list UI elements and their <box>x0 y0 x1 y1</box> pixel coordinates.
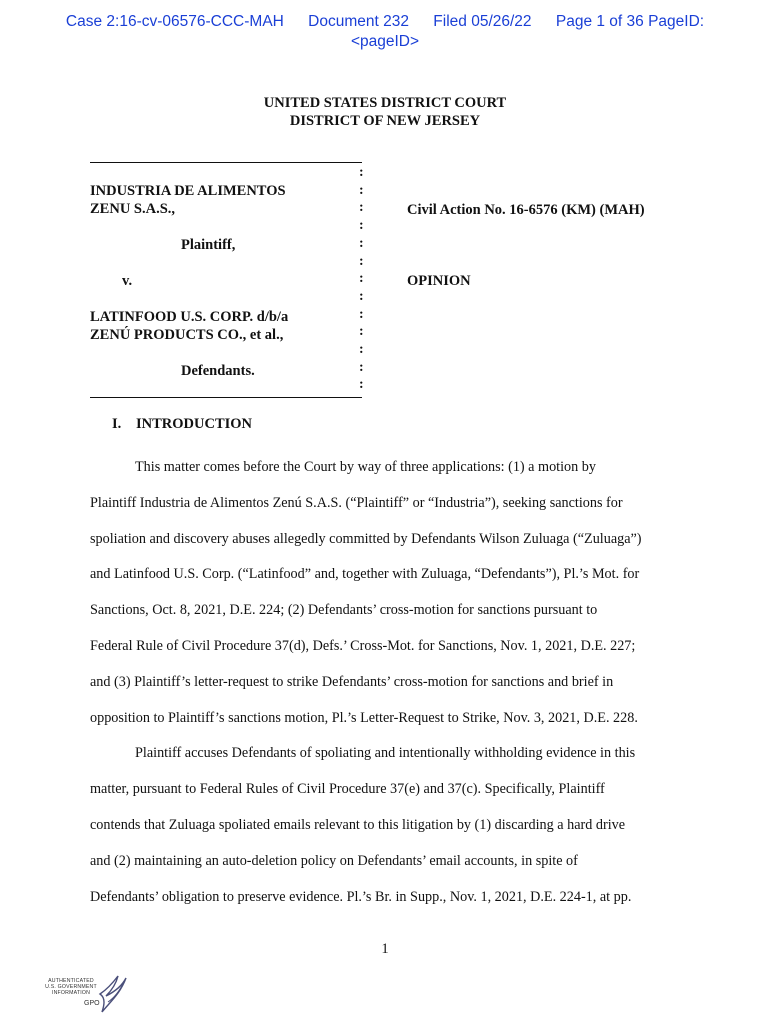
gpo-seal-text <box>40 978 102 996</box>
gpo-seal <box>40 972 140 1016</box>
gpo-seal-line-3: INFORMATION <box>51 990 91 996</box>
court-line-1: UNITED STATES DISTRICT COURT <box>263 95 507 111</box>
paragraph-line: spoliation and discovery abuses allegedly committed by Defendants Wilson Zuluaga (“Zuluaga”) <box>90 530 642 547</box>
section-heading <box>112 415 252 433</box>
paragraph-line: Sanctions, Oct. 8, 2021, D.E. 224; (2) Defendants’ cross-motion for sanctions pursuant to <box>90 602 598 619</box>
paragraph-1 <box>90 450 690 736</box>
paragraph-line: matter, pursuant to Federal Rules of Civil Procedure 37(e) and 37(c). Specifically, Plaintiff <box>90 781 605 798</box>
paragraph-line: and (2) maintaining an auto-deletion policy on Defendants’ email accounts, in spite of <box>90 852 578 869</box>
eagle-icon <box>96 972 130 1016</box>
defendant-role: Defendants. <box>181 363 255 379</box>
document-type: OPINION <box>407 273 471 289</box>
defendant-name <box>90 308 288 344</box>
paragraph-line: Defendants’ obligation to preserve evidence. Pl.’s Br. in Supp., Nov. 1, 2021, D.E. 224-1, at pp. <box>90 888 632 905</box>
caption-colons: : : : : : : : : : : : : : <box>359 165 364 393</box>
page-count: Page 1 of 36 PageID: <box>555 13 705 30</box>
case-header <box>0 12 770 52</box>
document-number: Document 232 <box>308 13 409 30</box>
section-number: I. <box>112 416 122 432</box>
header-line-1 <box>0 12 770 32</box>
plaintiff-name <box>90 182 286 218</box>
plaintiff-name-line-1: INDUSTRIA DE ALIMENTOS <box>90 183 286 199</box>
paragraph-line: Plaintiff Industria de Alimentos Zenú S.A.S. (“Plaintiff” or “Industria”), seeking sanctions for <box>90 494 623 511</box>
paragraph-line: Federal Rule of Civil Procedure 37(d), Defs.’ Cross-Mot. for Sanctions, Nov. 1, 2021, D.E. 227; <box>90 637 636 654</box>
paragraph-line: and Latinfood U.S. Corp. (“Latinfood” and, together with Zuluaga, “Defendants”), Pl.’s Mot. for <box>90 566 640 583</box>
paragraph-line: Plaintiff accuses Defendants of spoliating and intentionally withholding evidence in this <box>135 745 636 762</box>
court-name <box>0 94 770 130</box>
court-line-2: DISTRICT OF NEW JERSEY <box>289 113 481 129</box>
paragraph-2 <box>90 736 690 915</box>
versus: v. <box>122 273 133 289</box>
caption-rule-bottom <box>90 397 362 398</box>
defendant-name-line-1: LATINFOOD U.S. CORP. d/b/a <box>90 309 289 325</box>
paragraph-line: This matter comes before the Court by way of three applications: (1) a motion by <box>135 459 596 475</box>
paragraph-line: opposition to Plaintiff’s sanctions motion, Pl.’s Letter-Request to Strike, Nov. 3, 2021, D.E. 228. <box>90 709 638 726</box>
case-number: Case 2:16-cv-06576-CCC-MAH <box>65 13 284 30</box>
civil-action-number: Civil Action No. 16-6576 (KM) (MAH) <box>407 202 645 218</box>
plaintiff-role: Plaintiff, <box>181 237 236 253</box>
filed-date: Filed 05/26/22 <box>433 13 532 30</box>
plaintiff-name-line-2: ZENU S.A.S., <box>90 201 176 217</box>
paragraph-line: and (3) Plaintiff’s letter-request to strike Defendants’ cross-motion for sanctions and brief in <box>90 673 614 690</box>
opinion-body <box>90 450 690 915</box>
section-title: INTRODUCTION <box>136 416 253 432</box>
gpo-mark: GPO <box>84 1000 100 1007</box>
page-id: <pageID> <box>350 33 420 50</box>
gpo-seal-line-1: AUTHENTICATED <box>48 978 94 984</box>
paragraph-line: contends that Zuluaga spoliated emails relevant to this litigation by (1) discarding a hard drive <box>90 816 626 833</box>
defendant-name-line-2: ZENÚ PRODUCTS CO., et al., <box>90 327 284 343</box>
gpo-seal-line-2: U.S. GOVERNMENT <box>45 984 97 990</box>
page-number: 1 <box>381 941 389 957</box>
caption-rule-top <box>90 162 362 163</box>
